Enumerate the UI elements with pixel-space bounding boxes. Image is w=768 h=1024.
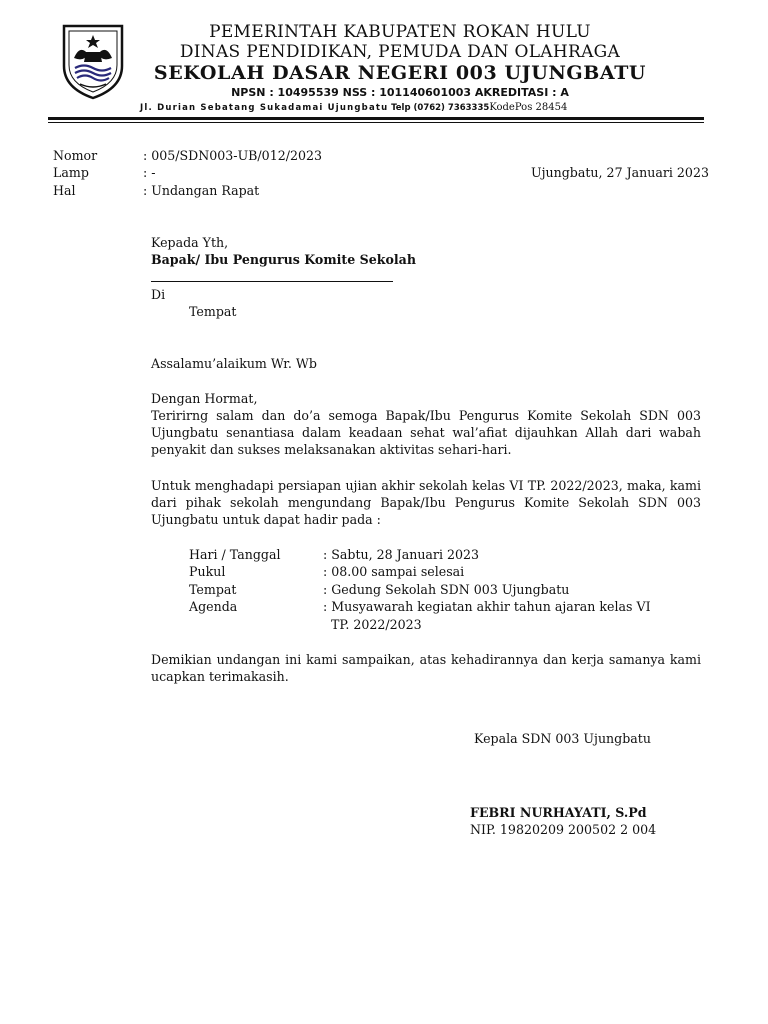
signature-title: Kepala SDN 003 Ujungbatu xyxy=(474,731,651,746)
paragraph-invitation: Untuk menghadapi persiapan ujian akhir sekolah kelas VI TP. 2022/2023, maka, kami dari pihak sekolah mengundang Bapak/Ibu Pengurus Komite Sekolah SDN 003 Ujungbatu untuk dapat hadir pada : xyxy=(151,478,701,527)
hal-label: Hal xyxy=(53,183,76,198)
lamp-value: : - xyxy=(143,165,156,180)
recipient-underline xyxy=(151,281,393,282)
detail-label-agenda: Agenda xyxy=(189,599,238,614)
detail-value-venue: : Gedung Sekolah SDN 003 Ujungbatu xyxy=(323,582,570,597)
nomor-value: : 005/SDN003-UB/012/2023 xyxy=(143,148,323,163)
hal-value: : Undangan Rapat xyxy=(143,183,260,198)
opening-hormat: Dengan Hormat, xyxy=(151,391,258,406)
detail-value-date: : Sabtu, 28 Januari 2023 xyxy=(323,547,480,562)
lamp-label: Lamp xyxy=(53,165,89,180)
greeting: Assalamu’alaikum Wr. Wb xyxy=(151,356,317,371)
paragraph-closing: Demikian undangan ini kami sampaikan, atas kehadirannya dan kerja samanya kami ucapkan terimakasih. xyxy=(151,652,701,684)
letterhead-department: DINAS PENDIDIKAN, PEMUDA DAN OLAHRAGA xyxy=(179,42,621,62)
detail-value-time: : 08.00 sampai selesai xyxy=(323,564,465,579)
letterhead-government: PEMERINTAH KABUPATEN ROKAN HULU xyxy=(209,22,591,42)
nomor-label: Nomor xyxy=(53,148,98,163)
recipient-di: Di xyxy=(151,287,166,302)
detail-value-agenda-cont: TP. 2022/2023 xyxy=(331,617,422,632)
recipient-salutation: Kepada Yth, xyxy=(151,235,229,250)
letterhead-divider-thick xyxy=(48,117,704,120)
phone-text: Telp (0762) 7363335 xyxy=(391,103,490,113)
address-text: Jl. Durian Sebatang Sukadamai Ujungbatu xyxy=(140,103,389,113)
place-date: Ujungbatu, 27 Januari 2023 xyxy=(531,165,709,180)
recipient-name: Bapak/ Ibu Pengurus Komite Sekolah xyxy=(151,252,416,267)
paragraph-wishes: Teririrng salam dan do’a semoga Bapak/Ibu Pengurus Komite Sekolah SDN 003 Ujungbatu senantiasa dalam keadaan sehat wal’afiat dijauhkan Allah dari wabah penyakit dan sukses melaksanakan aktivitas sehari-hari. xyxy=(151,408,701,457)
letterhead-identifiers: NPSN : 10495539 NSS : 101140601003 AKREDITASI : A xyxy=(231,86,569,99)
signature-nip: NIP. 19820209 200502 2 004 xyxy=(470,822,657,837)
letterhead-school-name: SEKOLAH DASAR NEGERI 003 UJUNGBATU xyxy=(153,62,647,84)
postal-code-text: KodePos 28454 xyxy=(489,102,568,113)
detail-label-venue: Tempat xyxy=(189,582,237,597)
letterhead-address-line xyxy=(140,102,620,113)
letterhead-divider-thin xyxy=(48,122,704,123)
recipient-place: Tempat xyxy=(189,304,237,319)
signature-name: FEBRI NURHAYATI, S.Pd xyxy=(470,805,647,820)
detail-label-date: Hari / Tanggal xyxy=(189,547,281,562)
detail-value-agenda: : Musyawarah kegiatan akhir tahun ajaran kelas VI xyxy=(323,599,651,614)
regency-emblem-logo xyxy=(60,22,126,100)
detail-label-time: Pukul xyxy=(189,564,226,579)
